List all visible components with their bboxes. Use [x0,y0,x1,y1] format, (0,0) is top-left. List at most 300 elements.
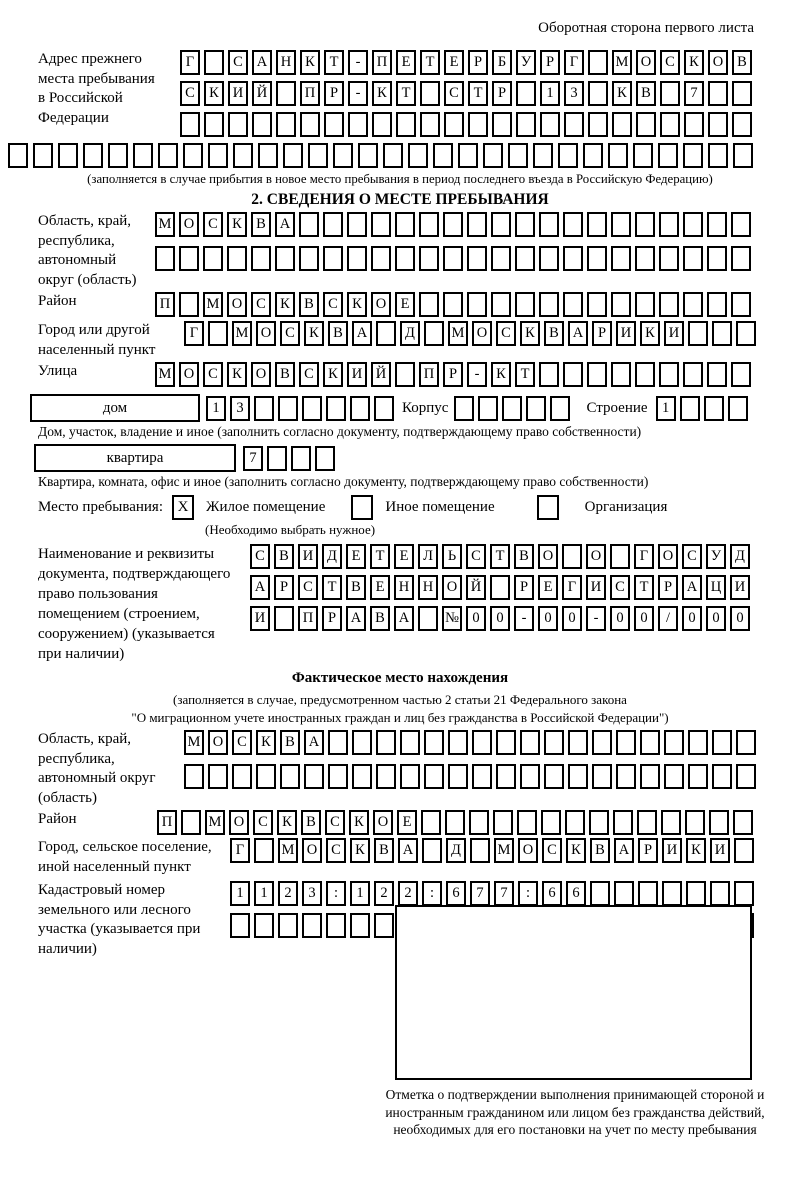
char-cell[interactable]: П [298,606,318,631]
char-cell[interactable] [736,764,756,789]
char-cell[interactable]: С [323,292,343,317]
char-cell[interactable]: - [348,81,368,106]
char-cell[interactable]: К [300,50,320,75]
char-cell[interactable]: И [586,575,606,600]
char-cell[interactable] [181,810,201,835]
char-cell[interactable] [640,764,660,789]
char-cell[interactable] [233,143,253,168]
char-cell[interactable] [302,913,322,938]
char-cell[interactable]: В [374,838,394,863]
char-cell[interactable] [611,246,631,271]
char-cell[interactable] [443,246,463,271]
char-cell[interactable] [611,212,631,237]
char-cell[interactable] [731,362,751,387]
char-cell[interactable]: М [494,838,514,863]
char-cell[interactable]: А [682,575,702,600]
char-cell[interactable] [540,112,560,137]
char-cell[interactable] [254,838,274,863]
char-cell[interactable] [208,764,228,789]
char-cell[interactable] [347,212,367,237]
char-cell[interactable]: П [155,292,175,317]
char-cell[interactable]: О [518,838,538,863]
char-cell[interactable] [684,112,704,137]
char-cell[interactable]: К [684,50,704,75]
char-cell[interactable] [374,396,394,421]
char-cell[interactable] [568,730,588,755]
char-cell[interactable] [267,446,287,471]
char-cell[interactable] [539,246,559,271]
char-cell[interactable] [420,81,440,106]
char-cell[interactable] [541,810,561,835]
char-cell[interactable]: П [372,50,392,75]
char-cell[interactable]: 1 [656,396,676,421]
char-cell[interactable]: М [232,321,252,346]
char-cell[interactable] [326,396,346,421]
char-cell[interactable]: С [610,575,630,600]
char-cell[interactable] [590,881,610,906]
char-cell[interactable] [662,881,682,906]
char-cell[interactable] [736,730,756,755]
char-cell[interactable]: Е [538,575,558,600]
char-cell[interactable]: Е [444,50,464,75]
char-cell[interactable] [564,112,584,137]
char-cell[interactable]: К [612,81,632,106]
char-cell[interactable]: Р [443,362,463,387]
char-cell[interactable]: И [664,321,684,346]
char-cell[interactable] [251,246,271,271]
char-cell[interactable] [520,764,540,789]
char-cell[interactable] [508,143,528,168]
char-cell[interactable] [734,881,754,906]
char-cell[interactable]: О [708,50,728,75]
char-cell[interactable] [708,112,728,137]
char-cell[interactable] [276,112,296,137]
char-cell[interactable] [491,246,511,271]
char-cell[interactable] [515,292,535,317]
char-cell[interactable]: 6 [542,881,562,906]
char-cell[interactable] [203,246,223,271]
char-cell[interactable]: К [227,362,247,387]
char-cell[interactable]: А [346,606,366,631]
char-cell[interactable] [179,292,199,317]
char-cell[interactable] [469,810,489,835]
char-cell[interactable]: В [328,321,348,346]
char-cell[interactable]: Н [418,575,438,600]
char-cell[interactable]: О [658,544,678,569]
char-cell[interactable]: 3 [302,881,322,906]
char-cell[interactable]: И [662,838,682,863]
char-cell[interactable]: К [277,810,297,835]
char-cell[interactable]: П [157,810,177,835]
char-cell[interactable]: : [518,881,538,906]
char-cell[interactable] [563,212,583,237]
char-cell[interactable] [400,730,420,755]
char-cell[interactable] [515,212,535,237]
char-cell[interactable] [323,246,343,271]
char-cell[interactable]: У [516,50,536,75]
char-cell[interactable]: С [280,321,300,346]
char-cell[interactable]: С [251,292,271,317]
char-cell[interactable]: Ц [706,575,726,600]
char-cell[interactable] [204,50,224,75]
char-cell[interactable]: А [352,321,372,346]
char-cell[interactable] [728,396,748,421]
char-cell[interactable]: А [275,212,295,237]
char-cell[interactable]: В [732,50,752,75]
char-cell[interactable] [608,143,628,168]
char-cell[interactable] [588,112,608,137]
char-cell[interactable] [659,292,679,317]
char-cell[interactable]: 0 [682,606,702,631]
char-cell[interactable]: Д [730,544,750,569]
char-cell[interactable] [583,143,603,168]
char-cell[interactable] [688,730,708,755]
char-cell[interactable] [448,764,468,789]
char-cell[interactable]: 0 [538,606,558,631]
char-cell[interactable]: И [616,321,636,346]
char-cell[interactable]: И [228,81,248,106]
char-cell[interactable]: Д [446,838,466,863]
char-cell[interactable] [614,881,634,906]
char-cell[interactable]: С [542,838,562,863]
char-cell[interactable]: М [184,730,204,755]
char-cell[interactable]: 1 [230,881,250,906]
char-cell[interactable] [383,143,403,168]
char-cell[interactable] [611,362,631,387]
char-cell[interactable] [400,764,420,789]
char-cell[interactable]: И [730,575,750,600]
char-cell[interactable] [58,143,78,168]
char-cell[interactable] [616,730,636,755]
char-cell[interactable]: Г [634,544,654,569]
char-cell[interactable]: - [586,606,606,631]
char-cell[interactable]: О [302,838,322,863]
char-cell[interactable] [419,292,439,317]
char-cell[interactable]: Т [634,575,654,600]
char-cell[interactable] [731,212,751,237]
char-cell[interactable]: 7 [243,446,263,471]
char-cell[interactable] [563,292,583,317]
char-cell[interactable]: А [252,50,272,75]
char-cell[interactable]: 1 [350,881,370,906]
char-cell[interactable] [376,764,396,789]
char-cell[interactable]: Т [396,81,416,106]
char-cell[interactable] [683,212,703,237]
char-cell[interactable] [395,362,415,387]
char-cell[interactable] [636,112,656,137]
char-cell[interactable] [254,396,274,421]
char-cell[interactable] [467,292,487,317]
char-cell[interactable] [299,212,319,237]
char-cell[interactable]: Е [396,50,416,75]
char-cell[interactable] [358,143,378,168]
char-cell[interactable]: Т [324,50,344,75]
char-cell[interactable]: О [373,810,393,835]
char-cell[interactable]: Р [324,81,344,106]
char-cell[interactable]: 0 [706,606,726,631]
char-cell[interactable] [419,212,439,237]
char-cell[interactable] [709,810,729,835]
char-cell[interactable] [635,362,655,387]
char-cell[interactable]: И [347,362,367,387]
char-cell[interactable]: Р [638,838,658,863]
char-cell[interactable] [278,396,298,421]
char-cell[interactable] [539,212,559,237]
char-cell[interactable] [254,913,274,938]
char-cell[interactable]: Р [468,50,488,75]
char-cell[interactable]: О [208,730,228,755]
char-cell[interactable] [588,81,608,106]
char-cell[interactable]: Й [252,81,272,106]
char-cell[interactable]: Д [322,544,342,569]
char-cell[interactable]: С [682,544,702,569]
char-cell[interactable]: В [514,544,534,569]
char-cell[interactable]: О [251,362,271,387]
char-cell[interactable] [308,143,328,168]
char-cell[interactable] [659,362,679,387]
char-cell[interactable]: 2 [398,881,418,906]
char-cell[interactable] [424,764,444,789]
char-cell[interactable]: М [612,50,632,75]
char-cell[interactable]: А [250,575,270,600]
char-cell[interactable] [496,764,516,789]
char-cell[interactable] [371,212,391,237]
char-cell[interactable] [544,764,564,789]
char-cell[interactable] [323,212,343,237]
char-cell[interactable]: С [232,730,252,755]
residence-checkbox-zhiloe[interactable]: X [172,495,194,520]
char-cell[interactable] [278,913,298,938]
char-cell[interactable] [661,810,681,835]
char-cell[interactable]: В [590,838,610,863]
char-cell[interactable] [470,838,490,863]
char-cell[interactable] [454,396,474,421]
char-cell[interactable] [258,143,278,168]
char-cell[interactable]: / [658,606,678,631]
char-cell[interactable] [472,764,492,789]
char-cell[interactable] [299,246,319,271]
char-cell[interactable]: С [253,810,273,835]
char-cell[interactable] [418,606,438,631]
char-cell[interactable]: В [370,606,390,631]
char-cell[interactable]: Н [276,50,296,75]
char-cell[interactable]: К [520,321,540,346]
char-cell[interactable] [395,212,415,237]
char-cell[interactable] [155,246,175,271]
char-cell[interactable]: 3 [564,81,584,106]
char-cell[interactable] [688,321,708,346]
char-cell[interactable] [443,212,463,237]
char-cell[interactable]: М [155,362,175,387]
char-cell[interactable] [374,913,394,938]
char-cell[interactable] [533,143,553,168]
char-cell[interactable] [493,810,513,835]
char-cell[interactable] [280,764,300,789]
char-cell[interactable]: В [544,321,564,346]
char-cell[interactable] [563,246,583,271]
char-cell[interactable] [638,881,658,906]
char-cell[interactable]: 2 [374,881,394,906]
char-cell[interactable]: М [278,838,298,863]
char-cell[interactable] [589,810,609,835]
char-cell[interactable]: : [326,881,346,906]
char-cell[interactable]: В [299,292,319,317]
char-cell[interactable] [8,143,28,168]
char-cell[interactable]: В [275,362,295,387]
char-cell[interactable]: М [205,810,225,835]
char-cell[interactable]: - [514,606,534,631]
char-cell[interactable]: С [325,810,345,835]
char-cell[interactable]: Е [397,810,417,835]
char-cell[interactable]: 2 [278,881,298,906]
char-cell[interactable]: М [203,292,223,317]
char-cell[interactable]: К [686,838,706,863]
char-cell[interactable] [371,246,391,271]
char-cell[interactable]: 0 [730,606,750,631]
char-cell[interactable] [490,575,510,600]
char-cell[interactable]: Р [592,321,612,346]
char-cell[interactable] [208,143,228,168]
char-cell[interactable] [491,292,511,317]
char-cell[interactable]: О [256,321,276,346]
char-cell[interactable] [516,81,536,106]
char-cell[interactable] [686,881,706,906]
char-cell[interactable] [133,143,153,168]
char-cell[interactable] [328,730,348,755]
residence-checkbox-org[interactable] [537,495,559,520]
char-cell[interactable]: Р [514,575,534,600]
char-cell[interactable] [688,764,708,789]
char-cell[interactable] [733,143,753,168]
char-cell[interactable]: И [298,544,318,569]
char-cell[interactable]: 7 [470,881,490,906]
char-cell[interactable] [448,730,468,755]
char-cell[interactable] [592,730,612,755]
char-cell[interactable]: К [349,810,369,835]
char-cell[interactable] [708,143,728,168]
char-cell[interactable] [685,810,705,835]
char-cell[interactable]: 1 [540,81,560,106]
char-cell[interactable] [708,81,728,106]
char-cell[interactable] [158,143,178,168]
char-cell[interactable] [550,396,570,421]
char-cell[interactable] [660,81,680,106]
char-cell[interactable]: Р [274,575,294,600]
char-cell[interactable] [326,913,346,938]
char-cell[interactable] [568,764,588,789]
char-cell[interactable] [228,112,248,137]
char-cell[interactable]: 0 [634,606,654,631]
char-cell[interactable]: С [660,50,680,75]
char-cell[interactable] [558,143,578,168]
char-cell[interactable] [587,212,607,237]
char-cell[interactable] [731,292,751,317]
char-cell[interactable]: О [371,292,391,317]
char-cell[interactable]: Д [400,321,420,346]
char-cell[interactable]: С [466,544,486,569]
char-cell[interactable]: У [706,544,726,569]
char-cell[interactable] [492,112,512,137]
char-cell[interactable] [496,730,516,755]
char-cell[interactable]: 1 [206,396,226,421]
char-cell[interactable]: Л [418,544,438,569]
char-cell[interactable] [350,913,370,938]
char-cell[interactable] [468,112,488,137]
char-cell[interactable] [376,730,396,755]
char-cell[interactable] [587,246,607,271]
char-cell[interactable]: С [299,362,319,387]
char-cell[interactable] [395,246,415,271]
char-cell[interactable] [563,362,583,387]
char-cell[interactable] [419,246,439,271]
char-cell[interactable]: Г [230,838,250,863]
char-cell[interactable]: С [298,575,318,600]
char-cell[interactable]: С [203,212,223,237]
char-cell[interactable]: О [442,575,462,600]
char-cell[interactable]: 1 [254,881,274,906]
char-cell[interactable] [683,246,703,271]
char-cell[interactable] [83,143,103,168]
char-cell[interactable]: Е [395,292,415,317]
char-cell[interactable]: 7 [684,81,704,106]
char-cell[interactable] [707,292,727,317]
char-cell[interactable] [478,396,498,421]
char-cell[interactable]: М [448,321,468,346]
char-cell[interactable]: - [467,362,487,387]
char-cell[interactable]: Е [370,575,390,600]
char-cell[interactable]: А [398,838,418,863]
char-cell[interactable] [232,764,252,789]
char-cell[interactable] [204,112,224,137]
char-cell[interactable] [348,112,368,137]
char-cell[interactable]: А [614,838,634,863]
char-cell[interactable]: О [636,50,656,75]
char-cell[interactable] [283,143,303,168]
char-cell[interactable] [433,143,453,168]
char-cell[interactable] [180,112,200,137]
char-cell[interactable]: С [203,362,223,387]
char-cell[interactable] [680,396,700,421]
char-cell[interactable] [613,810,633,835]
char-cell[interactable] [610,544,630,569]
char-cell[interactable] [732,81,752,106]
char-cell[interactable] [616,764,636,789]
char-cell[interactable] [544,730,564,755]
char-cell[interactable] [372,112,392,137]
char-cell[interactable]: Н [394,575,414,600]
char-cell[interactable]: К [304,321,324,346]
char-cell[interactable]: К [256,730,276,755]
char-cell[interactable] [302,396,322,421]
char-cell[interactable] [424,730,444,755]
char-cell[interactable]: Г [562,575,582,600]
char-cell[interactable] [230,913,250,938]
char-cell[interactable] [256,764,276,789]
char-cell[interactable] [660,112,680,137]
char-cell[interactable]: 6 [566,881,586,906]
char-cell[interactable] [252,112,272,137]
char-cell[interactable] [328,764,348,789]
char-cell[interactable]: О [227,292,247,317]
char-cell[interactable]: Т [322,575,342,600]
char-cell[interactable]: С [180,81,200,106]
char-cell[interactable]: Й [371,362,391,387]
char-cell[interactable] [517,810,537,835]
char-cell[interactable]: К [323,362,343,387]
char-cell[interactable]: Ь [442,544,462,569]
char-cell[interactable] [445,810,465,835]
char-cell[interactable] [539,362,559,387]
